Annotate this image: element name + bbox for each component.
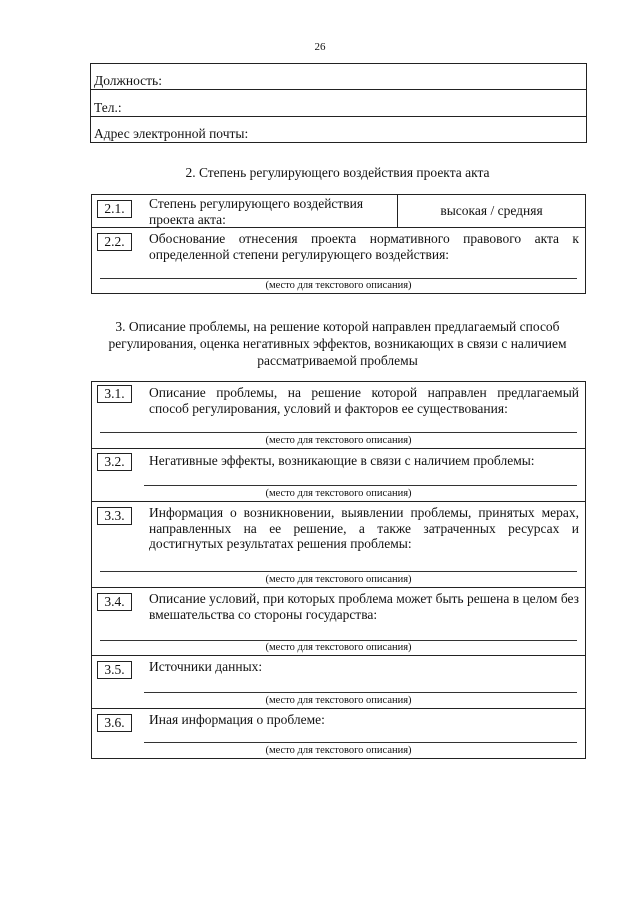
section-3-title: 3. Описание проблемы, на решение которой направлен предлагаемый способ регулирования, оценка негативных эффектов, возникающих в связи с наличием рассматриваемой проблемы bbox=[108, 319, 567, 368]
item-number: 3.6. bbox=[97, 714, 132, 732]
item-number: 3.3. bbox=[97, 507, 132, 525]
email-row bbox=[91, 117, 586, 142]
position-label: Должность: bbox=[94, 73, 162, 88]
item-2-2 bbox=[92, 228, 585, 293]
text-placeholder-caption: (место для текстового описания) bbox=[265, 435, 412, 446]
item-number: 2.1. bbox=[97, 200, 132, 218]
text-entry-line bbox=[100, 640, 577, 641]
text-placeholder-caption: (место для текстового описания) bbox=[265, 280, 412, 291]
item-text: Степень регулирующего воздействия проекта акта: bbox=[149, 196, 364, 227]
item-number: 3.4. bbox=[97, 593, 132, 611]
contact-table bbox=[90, 63, 587, 143]
text-entry-line bbox=[144, 485, 577, 486]
text-entry-line bbox=[100, 432, 577, 433]
section-2-table bbox=[91, 194, 586, 294]
item-text: Иная информация о проблеме: bbox=[149, 712, 325, 727]
item-text: Источники данных: bbox=[149, 659, 263, 674]
item-3-2 bbox=[92, 449, 585, 502]
item-text: Информация о возникновении, выявлении проблемы, принятых мерах, направленных на ее решение, а также затраченных ресурсах и достигнутых результатах решения проблемы: bbox=[149, 505, 579, 551]
phone-row bbox=[91, 90, 586, 117]
text-placeholder-caption: (место для текстового описания) bbox=[265, 695, 412, 706]
text-placeholder-caption: (место для текстового описания) bbox=[265, 642, 412, 653]
text-placeholder-caption: (место для текстового описания) bbox=[265, 745, 412, 756]
section-3-table bbox=[91, 381, 586, 759]
item-3-3 bbox=[92, 502, 585, 588]
item-number: 3.1. bbox=[97, 385, 132, 403]
item-2-1 bbox=[92, 195, 585, 228]
phone-label: Тел.: bbox=[94, 100, 122, 115]
text-entry-line bbox=[100, 571, 577, 572]
text-placeholder-caption: (место для текстового описания) bbox=[265, 488, 412, 499]
item-3-4 bbox=[92, 588, 585, 656]
text-placeholder-caption: (место для текстового описания) bbox=[265, 574, 412, 585]
text-entry-line bbox=[144, 742, 577, 743]
item-text: Обоснование отнесения проекта нормативного правового акта к определенной степени регулирующего воздействия: bbox=[149, 231, 579, 262]
item-text: Описание условий, при которых проблема может быть решена в целом без вмешательства со стороны государства: bbox=[149, 591, 579, 622]
page-number: 26 bbox=[314, 41, 326, 53]
item-text: Негативные эффекты, возникающие в связи с наличием проблемы: bbox=[149, 453, 535, 468]
text-entry-line bbox=[144, 692, 577, 693]
email-label: Адрес электронной почты: bbox=[94, 126, 249, 141]
section-2-title: 2. Степень регулирующего воздействия проекта акта bbox=[185, 165, 490, 180]
impact-degree-value: высокая / средняя bbox=[440, 203, 543, 218]
item-3-6 bbox=[92, 709, 585, 758]
position-row bbox=[91, 64, 586, 90]
item-number: 3.2. bbox=[97, 453, 132, 471]
item-number: 3.5. bbox=[97, 661, 132, 679]
item-number: 2.2. bbox=[97, 233, 132, 251]
text-entry-line bbox=[100, 278, 577, 279]
item-3-5 bbox=[92, 656, 585, 709]
item-3-1 bbox=[92, 382, 585, 449]
item-text: Описание проблемы, на решение которой направлен предлагаемый способ регулирования, условий и факторов ее существования: bbox=[149, 385, 579, 416]
